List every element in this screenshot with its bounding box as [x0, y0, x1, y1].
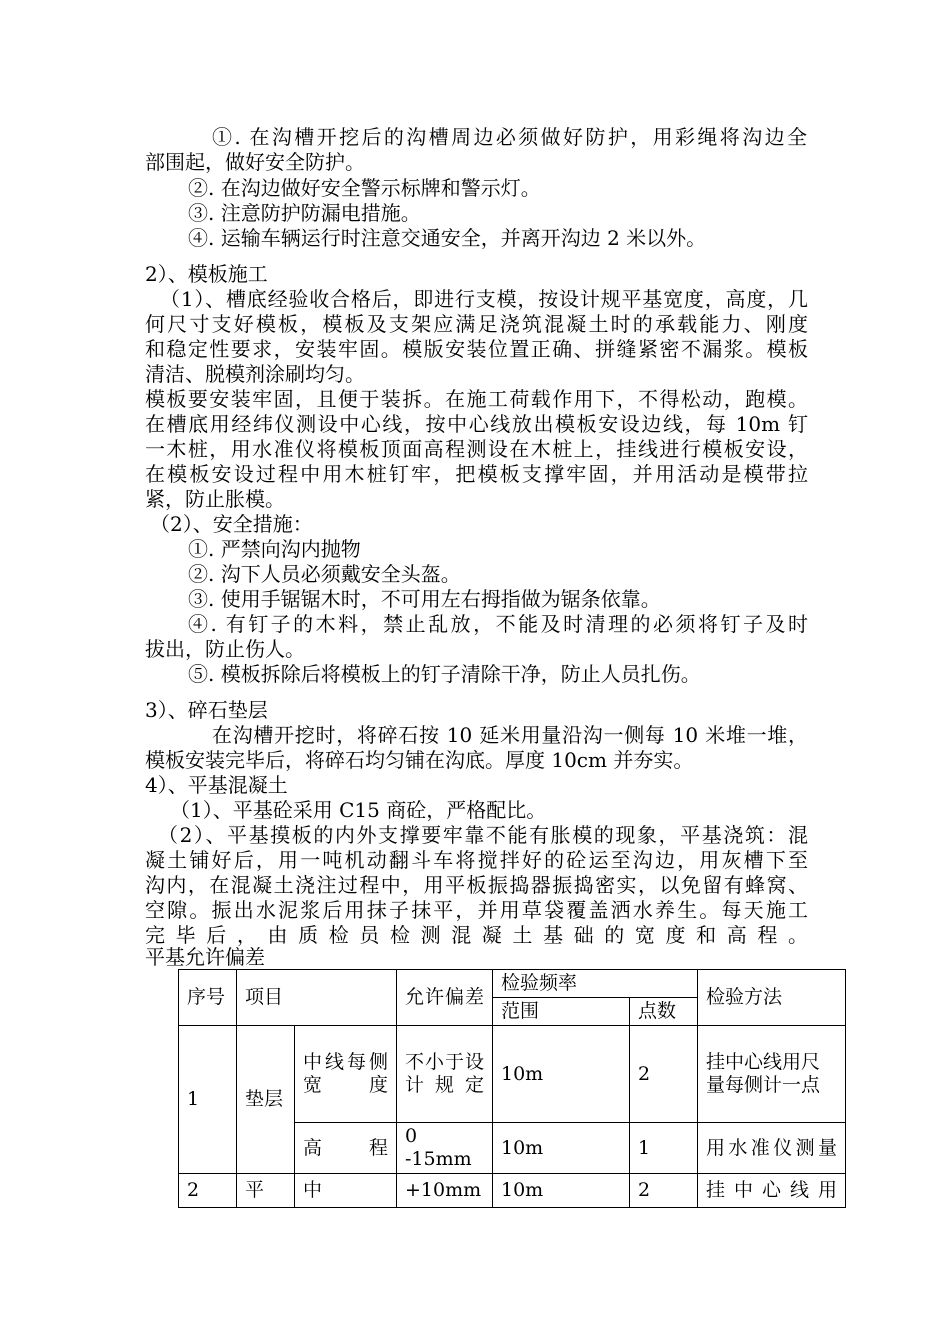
text-line: ②. 沟下人员必须戴安全头盔。 — [188, 562, 461, 586]
text-line: 在槽底用经纬仪测设中心线，按中心线放出模板安设边线，每 10m 钉 — [145, 412, 808, 436]
text-line: ①. 在沟槽开挖后的沟槽周边必须做好防护，用彩绳将沟边全 — [212, 125, 807, 149]
header-method: 检验方法 — [698, 970, 846, 1026]
table-row — [179, 1026, 846, 1123]
header-range: 范围 — [493, 998, 630, 1026]
cell-tolerance-line: -15mm — [405, 1148, 472, 1170]
table-header-row — [179, 970, 846, 998]
section-heading: 2）、模板施工 — [145, 262, 268, 286]
tolerance-table — [178, 969, 846, 1208]
header-points: 点数 — [630, 998, 698, 1026]
cell-sub: 高程 — [295, 1123, 397, 1174]
text-line: 一木桩，用水准仪将模板顶面高程测设在木桩上，挂线进行模板安设， — [145, 437, 808, 461]
text-line: 模板安装完毕后，将碎石均匀铺在沟底。厚度 10cm 并夯实。 — [145, 748, 694, 772]
cell-tolerance: +10mm — [397, 1174, 493, 1208]
cell-sub: 中 — [295, 1174, 397, 1208]
text-line: 和稳定性要求，安装牢固。模版安装位置正确、拼缝紧密不漏浆。模板 — [145, 337, 808, 361]
text-line: （2）、平基摸板的内外支撑要牢靠不能有胀模的现象，平基浇筑：混 — [158, 823, 808, 847]
text-line: 何尺寸支好模板，模板及支架应满足浇筑混凝土时的承载能力、刚度 — [145, 312, 808, 336]
section-heading: （2）、安全措施： — [150, 512, 313, 536]
cell-item: 平 — [237, 1174, 295, 1208]
cell-range: 10m — [493, 1174, 630, 1208]
text-line: ⑤. 模板拆除后将模板上的钉子清除干净，防止人员扎伤。 — [188, 662, 701, 686]
cell-tolerance: 不小于设计规定 — [397, 1026, 493, 1123]
text-line: 沟内，在混凝土浇注过程中，用平板振捣器振捣密实，以免留有蜂窝、 — [145, 873, 808, 897]
text-line: ③. 注意防护防漏电措施。 — [188, 201, 421, 225]
header-no: 序号 — [179, 970, 237, 1026]
text-line: 部围起，做好安全防护。 — [145, 150, 365, 174]
text-line: 在沟槽开挖时，将碎石按 10 延米用量沿沟一侧每 10 米堆一堆， — [212, 723, 808, 747]
cell-points: 2 — [630, 1174, 698, 1208]
cell-tolerance — [397, 1123, 493, 1174]
cell-range: 10m — [493, 1123, 630, 1174]
section-heading: 4）、平基混凝土 — [145, 773, 288, 797]
text-line: ③. 使用手锯锯木时，不可用左右拇指做为锯条依靠。 — [188, 587, 661, 611]
cell-no: 2 — [179, 1174, 237, 1208]
cell-method: 用水准仪测量 — [698, 1123, 846, 1174]
text-line: 拔出，防止伤人。 — [145, 637, 305, 661]
table-caption: 平基允许偏差 — [145, 945, 265, 969]
text-line: 模板要安装牢固，且便于装拆。在施工荷载作用下，不得松动，跑模。 — [145, 387, 808, 411]
text-line: （1）、平基砼采用 C15 商砼，严格配比。 — [170, 798, 547, 822]
text-line: 清洁、脱模剂涂刷均匀。 — [145, 362, 365, 386]
header-tolerance: 允许偏差 — [397, 970, 493, 1026]
table-row — [179, 1174, 846, 1208]
header-freq: 检验频率 — [493, 970, 698, 998]
cell-points: 1 — [630, 1123, 698, 1174]
cell-points: 2 — [630, 1026, 698, 1123]
cell-method: 挂中心线用尺量每侧计一点 — [698, 1026, 846, 1123]
text-line: ④. 运输车辆运行时注意交通安全，并离开沟边 2 米以外。 — [188, 226, 707, 250]
cell-no: 1 — [179, 1026, 237, 1174]
cell-item: 垫层 — [237, 1026, 295, 1174]
cell-tolerance-line: 0 — [405, 1125, 418, 1147]
text-line: ④. 有钉子的木料，禁止乱放，不能及时清理的必须将钉子及时 — [188, 612, 808, 636]
text-line: 紧，防止胀模。 — [145, 487, 285, 511]
text-line: 空隙。振出水泥浆后用抹子抹平，并用草袋覆盖洒水养生。每天施工 — [145, 898, 808, 922]
header-item: 项目 — [237, 970, 397, 1026]
text-line: 在模板安设过程中用木桩钉牢，把模板支撑牢固，并用活动是模带拉 — [145, 462, 808, 486]
cell-range: 10m — [493, 1026, 630, 1123]
text-line: 完毕后，由质检员检测混凝土基础的宽度和高程。 — [145, 923, 808, 947]
text-line: ①. 严禁向沟内抛物 — [188, 537, 361, 561]
section-heading: 3）、碎石垫层 — [145, 698, 268, 722]
text-line: ②. 在沟边做好安全警示标牌和警示灯。 — [188, 176, 541, 200]
text-line: 凝土铺好后，用一吨机动翻斗车将搅拌好的砼运至沟边，用灰槽下至 — [145, 848, 808, 872]
cell-method: 挂中心线用 — [698, 1174, 846, 1208]
cell-sub: 中线每侧宽度 — [295, 1026, 397, 1123]
text-line: （1）、槽底经验收合格后，即进行支模，按设计规平基宽度，高度，几 — [160, 287, 808, 311]
